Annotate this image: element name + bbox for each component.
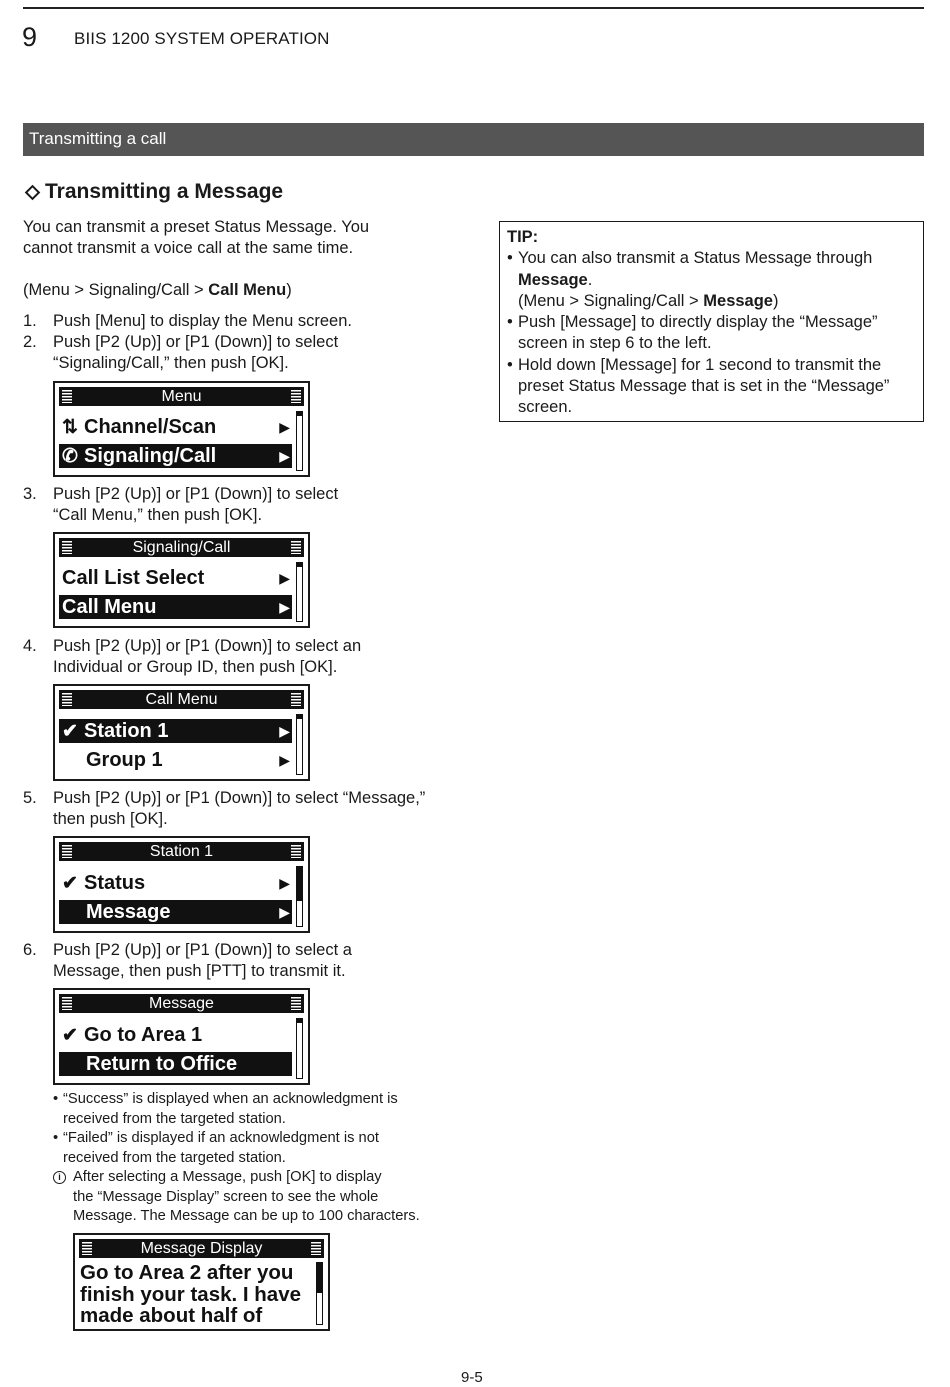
- hamburger-icon: [291, 390, 301, 403]
- tip-bullet-2: [507, 312, 916, 355]
- lcd-title-bar: [59, 538, 304, 557]
- phone-handset-icon: ✆: [62, 446, 78, 467]
- scrollbar: [296, 411, 303, 471]
- section-title: Transmitting a call: [29, 129, 167, 148]
- lcd-title-bar: [59, 690, 304, 709]
- arrow-right-icon: ▶: [279, 752, 290, 768]
- note-line: After selecting a Message, push [OK] to display: [73, 1169, 382, 1185]
- lcd-station-1: [53, 836, 310, 933]
- lcd-title: Message Display: [140, 1240, 263, 1257]
- page-heading: [24, 180, 283, 204]
- section-bar: [23, 123, 924, 156]
- tip-line: screen in step 6 to the left.: [518, 334, 712, 353]
- menu-item-label: Station 1: [84, 720, 169, 742]
- menu-path: [23, 280, 292, 301]
- lcd-title: Station 1: [149, 843, 214, 860]
- step-6-number: 6.: [23, 941, 37, 959]
- lcd-title-bar: [59, 994, 304, 1013]
- tip-bold: Message: [518, 270, 588, 289]
- message-line: Go to Area 2 after you: [80, 1261, 294, 1284]
- step-2-line-1: Push [P2 (Up)] or [P1 (Down)] to select: [53, 333, 339, 351]
- menu-item-label: Channel/Scan: [84, 416, 217, 438]
- hamburger-icon: [291, 693, 301, 706]
- check-icon: ✔: [62, 1025, 78, 1046]
- hamburger-icon: [291, 845, 301, 858]
- intro-line-2: cannot transmit a voice call at the same time.: [23, 239, 354, 257]
- lcd-signaling-call: [53, 532, 310, 628]
- message-line: finish your task. I have: [80, 1282, 302, 1306]
- bullet: •: [507, 355, 513, 374]
- hamburger-icon: [62, 693, 72, 706]
- tip-line: Hold down [Message] for 1 second to transmit the: [518, 355, 882, 374]
- bullet: •: [53, 1091, 59, 1107]
- scrollbar: [296, 866, 303, 927]
- note-line: “Failed” is displayed if an acknowledgment is not: [63, 1130, 379, 1146]
- menu-item-label: Message: [86, 901, 171, 923]
- lcd-title-bar: [59, 387, 304, 406]
- tip-line: Push [Message] to directly display the “Message”: [518, 313, 878, 332]
- message-item-return-to-office[interactable]: [59, 1052, 292, 1076]
- step-6-line-1: Push [P2 (Up)] or [P1 (Down)] to select a: [53, 941, 352, 959]
- lcd-title-bar: [79, 1239, 324, 1258]
- hamburger-icon: [82, 1242, 92, 1255]
- step-2-number: 2.: [23, 333, 37, 351]
- tip-path-bold: Message: [703, 291, 773, 310]
- scrollbar: [296, 562, 303, 622]
- tip-bullet-1: [507, 248, 916, 312]
- scrollbar-thumb: [297, 867, 302, 901]
- diamond-icon: [25, 184, 41, 200]
- arrow-right-icon: ▶: [279, 570, 290, 586]
- menu-item-label: Status: [84, 872, 146, 894]
- lcd-call-menu: [53, 684, 310, 781]
- note-line: received from the targeted station.: [63, 1110, 286, 1127]
- step-5-line-2: then push [OK].: [53, 810, 168, 828]
- menu-item-label: Call List Select: [62, 567, 205, 589]
- message-item-label: Return to Office: [86, 1053, 238, 1075]
- step-6-line-2: Message, then push [PTT] to transmit it.: [53, 962, 346, 980]
- tip-bullet-3: [507, 355, 916, 419]
- message-item-go-to-area-1[interactable]: [59, 1023, 292, 1047]
- step-2-line-2: “Signaling/Call,” then push [OK].: [53, 354, 289, 372]
- note-info: [53, 1168, 420, 1227]
- tip-line: preset Status Message that is set in the “Message”: [518, 377, 890, 396]
- scrollbar-thumb: [317, 1263, 322, 1293]
- heading-text: Transmitting a Message: [45, 180, 284, 203]
- step-3-line-1: Push [P2 (Up)] or [P1 (Down)] to select: [53, 485, 339, 503]
- lcd-menu: [53, 381, 310, 477]
- scrollbar: [316, 1262, 323, 1325]
- arrow-right-icon: ▶: [279, 419, 290, 435]
- menu-path-prefix: (Menu > Signaling/Call >: [23, 281, 209, 299]
- scrollbar-thumb: [297, 563, 302, 567]
- menu-item-status[interactable]: [59, 871, 292, 895]
- menu-item-station-1[interactable]: [59, 719, 292, 743]
- tip-path-suffix: ): [773, 291, 779, 310]
- menu-item-channel-scan[interactable]: [59, 415, 292, 439]
- arrow-right-icon: ▶: [279, 599, 290, 615]
- notes: [53, 1090, 420, 1227]
- arrow-right-icon: ▶: [279, 448, 290, 464]
- note-failed: [53, 1129, 420, 1168]
- menu-item-label: Group 1: [86, 749, 163, 771]
- menu-item-label: Signaling/Call: [84, 445, 217, 467]
- hamburger-icon: [291, 541, 301, 554]
- tip-period: .: [587, 270, 593, 289]
- arrow-right-icon: ▶: [279, 875, 290, 891]
- step-1-line-1: Push [Menu] to display the Menu screen.: [53, 312, 352, 330]
- step-5-number: 5.: [23, 789, 37, 807]
- scrollbar-thumb: [297, 412, 302, 416]
- scrollbar-thumb: [297, 1019, 302, 1023]
- hamburger-icon: [62, 997, 72, 1010]
- message-item-label: Go to Area 1: [84, 1024, 203, 1046]
- note-line: “Success” is displayed when an acknowledgment is: [63, 1091, 398, 1107]
- hamburger-icon: [62, 845, 72, 858]
- chapter-title: BIIS 1200 SYSTEM OPERATION: [74, 29, 330, 48]
- lcd-title: Message: [149, 995, 214, 1012]
- menu-path-suffix: ): [286, 281, 292, 299]
- message-line: made about half of: [80, 1304, 263, 1327]
- tip-path: [518, 291, 872, 312]
- hamburger-icon: [291, 997, 301, 1010]
- menu-item-message[interactable]: [59, 900, 292, 924]
- tip-label: TIP:: [507, 228, 539, 246]
- tip-path-prefix: (Menu > Signaling/Call >: [518, 291, 704, 310]
- check-icon: ✔: [62, 873, 78, 894]
- tip-line: screen.: [518, 398, 573, 417]
- info-icon: i: [53, 1171, 66, 1184]
- bullet: •: [507, 249, 513, 268]
- menu-item-call-list-select[interactable]: [59, 566, 292, 590]
- menu-item-signaling-call[interactable]: [59, 444, 292, 468]
- menu-item-call-menu[interactable]: [59, 595, 292, 619]
- chapter-number: 9: [22, 22, 38, 52]
- tip-line: [518, 270, 872, 291]
- arrow-right-icon: ▶: [279, 723, 290, 739]
- step-4-line-1: Push [P2 (Up)] or [P1 (Down)] to select an: [53, 637, 362, 655]
- hamburger-icon: [311, 1242, 321, 1255]
- step-4-number: 4.: [23, 637, 37, 655]
- menu-item-group-1[interactable]: [59, 748, 292, 772]
- step-1-number: 1.: [23, 312, 37, 330]
- bullet: •: [53, 1130, 59, 1146]
- step-5-line-1: Push [P2 (Up)] or [P1 (Down)] to select “Message,”: [53, 789, 426, 807]
- note-line: Message. The Message can be up to 100 characters.: [73, 1208, 420, 1224]
- scrollbar: [296, 1018, 303, 1079]
- lcd-title: Call Menu: [145, 691, 218, 708]
- menu-item-label: Call Menu: [62, 596, 157, 618]
- step-4-line-2: Individual or Group ID, then push [OK].: [53, 658, 338, 676]
- check-icon: ✔: [62, 721, 78, 742]
- message-display-text: [80, 1262, 312, 1327]
- lcd-title: Menu: [161, 388, 202, 405]
- scrollbar: [296, 714, 303, 775]
- hamburger-icon: [62, 541, 72, 554]
- up-down-arrows-icon: ⇅: [62, 417, 78, 438]
- bullet: •: [507, 313, 513, 332]
- note-line: received from the targeted station.: [63, 1149, 286, 1166]
- note-success: [53, 1090, 420, 1129]
- step-3-number: 3.: [23, 485, 37, 503]
- lcd-title: Signaling/Call: [132, 539, 231, 556]
- top-rule: [23, 7, 924, 9]
- menu-path-bold: Call Menu: [208, 281, 287, 299]
- lcd-title-bar: [59, 842, 304, 861]
- lcd-message: [53, 988, 310, 1085]
- tip-box: [499, 221, 924, 422]
- lcd-message-display: [73, 1233, 330, 1331]
- intro-line-1: You can transmit a preset Status Message. You: [23, 218, 370, 236]
- page-number: 9-5: [461, 1369, 483, 1386]
- step-3-line-2: “Call Menu,” then push [OK].: [53, 506, 263, 524]
- tip-line: You can also transmit a Status Message through: [518, 249, 873, 268]
- scrollbar-thumb: [297, 715, 302, 719]
- hamburger-icon: [62, 390, 72, 403]
- note-line: the “Message Display” screen to see the whole: [73, 1188, 379, 1205]
- arrow-right-icon: ▶: [279, 904, 290, 920]
